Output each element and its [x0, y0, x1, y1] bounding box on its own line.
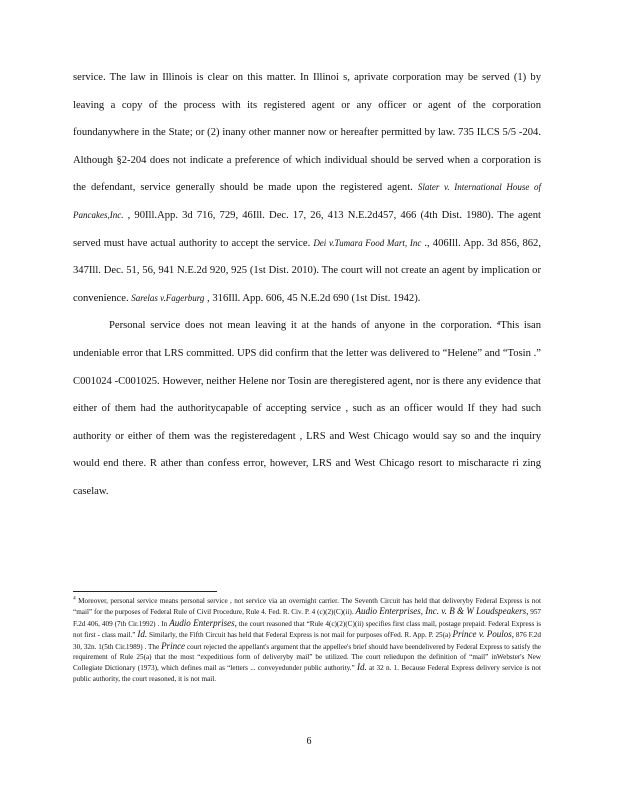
footnote-citation: Id. [357, 662, 367, 673]
text-span: Personal service does not mean leaving it at the hands of anyone in the corporation. ⁴This isan undeniable error that LRS committed. UPS did confirm that the letter was delivered to “Helene” and “Tosin .” C001024 -C001025. However, neither Helene nor Tosin are theregistered agent, nor is there any evidence that either of them had the authoritycapable of accepting service , such as an officer would If they had such authority or either of them was the registeredagent , LRS and West Chicago would say so and the inquiry would end there. R ather than confess error, however, LRS and West Chicago resort to mischaracte ri zing caselaw. [73, 320, 541, 497]
footnote-citation: Audio Enterprises, Inc. v. B & W Loudspeakers, [355, 606, 529, 617]
footnote-text: court rejected the appellant's argument that the appellee's brief should have beendelivered by Federal Express to satisfy the requirement of Rule 25(a) that the most “expeditious form of deliveryby mail” be utilized. The court reliedupon the definition of “mail” inWebster's New Collegiate Dictionary (1973), which defines mail as “letters ... conveyedunder public authority.” [73, 642, 541, 673]
page-number: 6 [306, 736, 312, 747]
footnote-text: Moreover, personal service means personal service , not service via an overnight carrier. The Seventh Circuit has held that deliveryby Federal Express is not “mail” for the purposes of Federal Rule of Civil Procedure, Rule 4. Fed. R. Civ. P. 4 (c)(2)(C)(ii). [73, 597, 541, 617]
footnote-text: at 32 n. 1. Because Federal Express delivery service is not public authority, the court reasoned, it is not mail. [73, 664, 541, 683]
text-span: ., 406Ill. App. 3d 856, 862, 347Ill. Dec. 51, 56, 941 N.E.2d 920, 925 (1st Dist. 2010). The court will not create an agent by implication or convenience. [73, 237, 541, 304]
footnote [73, 596, 541, 684]
footnote-separator [73, 591, 217, 592]
footnote-text: Similarly, the Fifth Circuit has held that Federal Express is not mail for purposes ofFed. R. App. P. 25(a) [147, 631, 453, 640]
footnote-citation: Id. [137, 629, 148, 640]
footnote-marker: 4 [73, 595, 76, 602]
case-citation: Slater v. International House of Pancakes,Inc. [73, 182, 541, 220]
footnote-citation: Audio Enterprises, [169, 617, 237, 628]
footnote-text: 957 F.2d 406, 409 (7th Cir.1992) . In [73, 608, 542, 628]
text-span: , 90Ill.App. 3d 716, 729, 46Ill. Dec. 17, 26, 413 N.E.2d457, 466 (4th Dist. 1980). The agent served must have actual authority to accept the service. [73, 209, 541, 249]
text-span: service. The law in Illinois is clear on this matter. In Illinoi s, aprivate corporation may be served (1) by leaving a copy of the process with its registered agent or any officer or agent of the corporation foundanywhere in the State; or (2) inany other manner now or hereafter permitted by law. 735 ILCS 5/5 -204. Although §2-204 does not indicate a preference of which individual should be served when a corporation is the defendant, service generally should be made upon the registered agent. [73, 72, 541, 194]
footnote-text: 876 F.2d 30, 32n. 1(5th Cir.1989) . The [73, 631, 541, 651]
paragraph-1 [73, 64, 541, 312]
footnote-citation: Prince [161, 640, 186, 651]
paragraph-2 [73, 312, 541, 505]
footnote-citation: Prince v. Poulos, [452, 629, 515, 640]
case-citation: Sarelas v.Fagerburg [131, 292, 205, 303]
footnote-text: the court reasoned that “Rule 4(c)(2)(C)(ii) specifies first class mail, postage prepaid. Federal Express is not first - class mail.” [73, 619, 541, 640]
body-text [73, 64, 541, 506]
text-span: , 316Ill. App. 606, 45 N.E.2d 690 (1st Dist. 1942). [204, 292, 421, 304]
case-citation: Dei v.Tumara Food Mart, Inc [313, 237, 422, 248]
